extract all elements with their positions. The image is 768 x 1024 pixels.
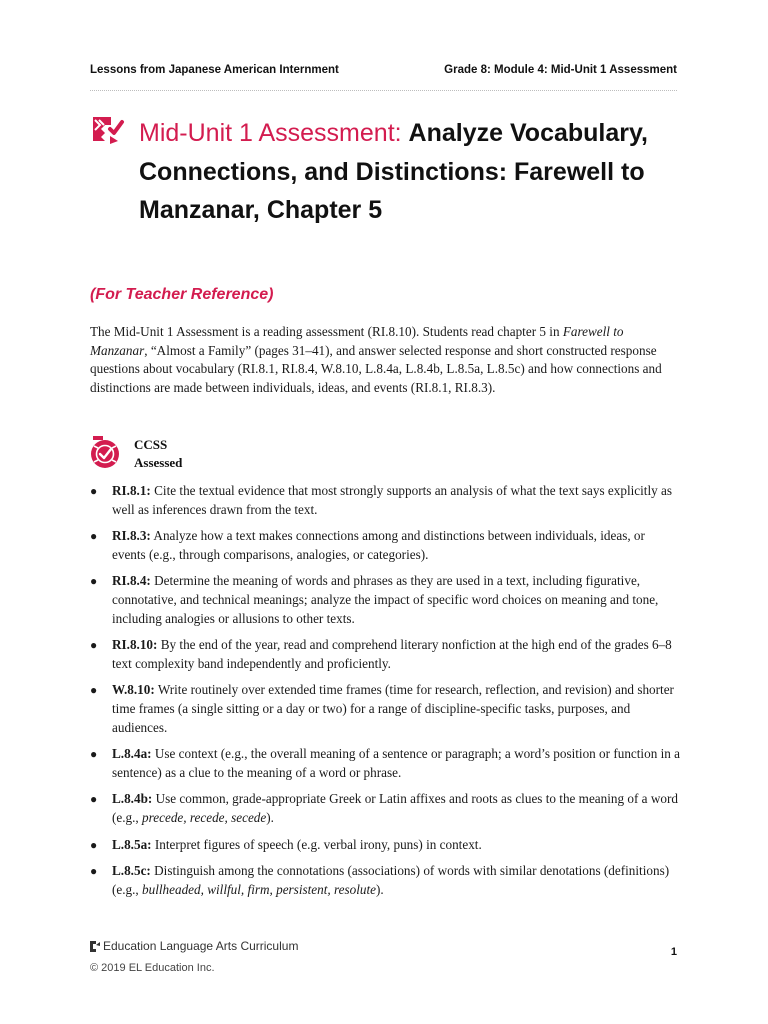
bullet-icon: ● — [90, 792, 98, 807]
standard-text: Analyze how a text makes connections among and distinctions between individuals, ideas, or events (e.g., through comparisons, analogies, or categories). — [112, 528, 645, 562]
footer-copyright: © 2019 EL Education Inc. — [90, 962, 215, 974]
bullet-icon: ● — [90, 529, 98, 544]
teacher-reference-label: (For Teacher Reference) — [90, 286, 274, 303]
standard-text: By the end of the year, read and comprehend literary nonfiction at the high end of the grades 6–8 text complexity band independently and proficiently. — [112, 637, 672, 671]
standard-item-l-8-4b — [90, 790, 680, 827]
intro-text-end: , “Almost a Family” (pages 31–41), and answer selected response and short constructed response questions about vocabulary (RI.8.1, RI.8.4, W.8.10, L.8.4a, L.8.4b, L.8.5a, L.8.5c) and how connections and distinctions are made between individuals, ideas, and events (RI.8.1, RI.8.3). — [90, 342, 662, 395]
page-title — [139, 114, 679, 230]
standard-text: Determine the meaning of words and phrases as they are used in a text, including figurative, connotative, and technical meanings; analyze the impact of specific word choices on meaning and tone, including analogies or allusions to other texts. — [112, 573, 659, 626]
ccss-label-line1: CCSS — [134, 437, 168, 452]
title-prefix: Mid-Unit 1 Assessment: — [139, 119, 402, 147]
standard-code: RI.8.10: — [112, 637, 158, 653]
standard-item-ri-8-1 — [90, 482, 680, 519]
bullet-icon: ● — [90, 747, 98, 762]
standard-item-ri-8-3 — [90, 527, 680, 564]
standard-text: Use common, grade-appropriate Greek or Latin affixes and roots as clues to the meaning of a word (e.g., — [112, 791, 678, 825]
standard-item-l-8-5a — [90, 836, 680, 855]
standard-code: L.8.5a: — [112, 836, 152, 852]
bullet-icon: ● — [90, 837, 98, 852]
standard-examples: bullheaded, willful, firm, persistent, resolute — [142, 881, 376, 897]
header-grade-label: Grade 8: Module 4: Mid-Unit 1 Assessment — [444, 64, 677, 76]
intro-text-start: The Mid-Unit 1 Assessment is a reading assessment (RI.8.10). Students read chapter 5 in — [90, 324, 563, 339]
standard-text: Interpret figures of speech (e.g. verbal irony, puns) in context. — [154, 836, 482, 852]
standard-suffix: ). — [266, 809, 274, 825]
bullet-icon: ● — [90, 574, 98, 589]
footer-brand — [90, 939, 298, 953]
standard-code: W.8.10: — [112, 682, 155, 698]
standard-text: Cite the textual evidence that most strongly supports an analysis of what the text says explicitly as well as inferences drawn from the text. — [112, 483, 673, 517]
el-logo-icon — [90, 941, 100, 952]
intro-book-title: Farewell to Manzanar — [90, 324, 624, 358]
standard-examples: precede, recede, secede — [142, 809, 267, 825]
standard-item-ri-8-4 — [90, 572, 680, 628]
ccss-assessed-label — [134, 436, 182, 472]
standard-text: Write routinely over extended time frames (time for research, reflection, and revision) and shorter time frames (a single sitting or a day or two) for a range of discipline-specific tasks, purposes, and audiences. — [112, 682, 674, 735]
standard-item-ri-8-10 — [90, 636, 680, 673]
header-divider — [90, 90, 677, 91]
bullet-icon: ● — [90, 638, 98, 653]
ccss-seal-icon — [90, 434, 122, 474]
footer-brand-text: Education Language Arts Curriculum — [103, 939, 299, 953]
standard-suffix: ). — [375, 881, 384, 897]
bullet-icon: ● — [90, 864, 98, 879]
standard-text: Use context (e.g., the overall meaning of a sentence or paragraph; a word’s position or function in a sentence) as a clue to the meaning of a word or phrase. — [112, 746, 680, 780]
ccss-label-line2: Assessed — [134, 455, 183, 470]
standard-code: RI.8.1: — [112, 483, 151, 498]
standard-item-l-8-4a — [90, 745, 680, 782]
standard-item-l-8-5c — [90, 862, 680, 899]
intro-paragraph — [90, 323, 680, 397]
standard-code: RI.8.3: — [112, 528, 151, 544]
standard-code: L.8.4b: — [112, 791, 153, 807]
bullet-icon: ● — [90, 484, 98, 498]
page-number: 1 — [670, 946, 677, 958]
header-module-title: Lessons from Japanese American Internment — [90, 64, 339, 76]
title-main: Analyze Vocabulary, Connections, and Distinctions: Farewell to Manzanar, Chapter 5 — [139, 119, 648, 224]
assessment-check-icon — [90, 114, 126, 146]
standard-text: Distinguish among the connotations (associations) of words with similar denotations (definitions) (e.g., — [112, 863, 670, 897]
bullet-icon: ● — [90, 683, 98, 698]
page-header — [90, 64, 677, 76]
standard-item-w-8-10 — [90, 681, 680, 737]
standard-code: RI.8.4: — [112, 573, 151, 589]
standard-code: L.8.5c: — [112, 863, 151, 879]
standards-list — [90, 482, 680, 907]
standard-code: L.8.4a: — [112, 746, 152, 762]
